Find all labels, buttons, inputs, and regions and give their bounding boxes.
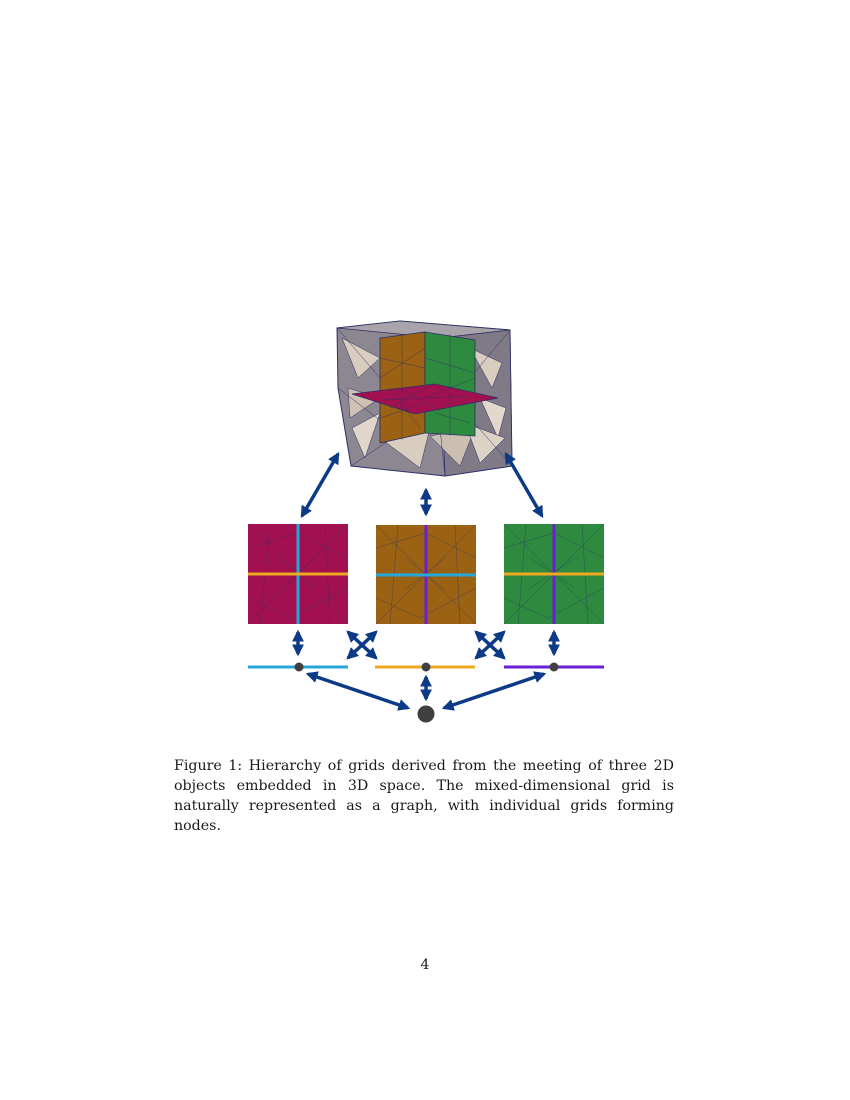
grid-1d-purple	[504, 663, 604, 672]
grid-2d-magenta	[248, 524, 348, 624]
arrow-cube-to-magenta	[302, 454, 338, 516]
page-number: 4	[420, 957, 430, 973]
grid-1d-yellow	[375, 663, 475, 672]
grid-0d-point	[418, 706, 435, 723]
arrow-cube-to-green	[506, 454, 542, 516]
grid-2d-orange	[376, 525, 476, 624]
figure-caption: Figure 1: Hierarchy of grids derived from the meeting of three 2D objects embedded in 3D space. The mixed-dimensional grid is naturally represented as a graph, with individual grids forming nodes.	[174, 758, 674, 835]
arrows-level-1d-0d	[308, 674, 544, 708]
arrow-cyan-to-point	[308, 674, 408, 708]
arrow-purple-to-point	[444, 674, 544, 708]
cube-3d-grid	[337, 321, 512, 476]
grid-2d-green	[504, 524, 604, 624]
grid-hierarchy-figure	[230, 318, 620, 728]
grid-1d-cyan	[248, 663, 348, 672]
arrows-level-2d-1d	[298, 632, 554, 658]
